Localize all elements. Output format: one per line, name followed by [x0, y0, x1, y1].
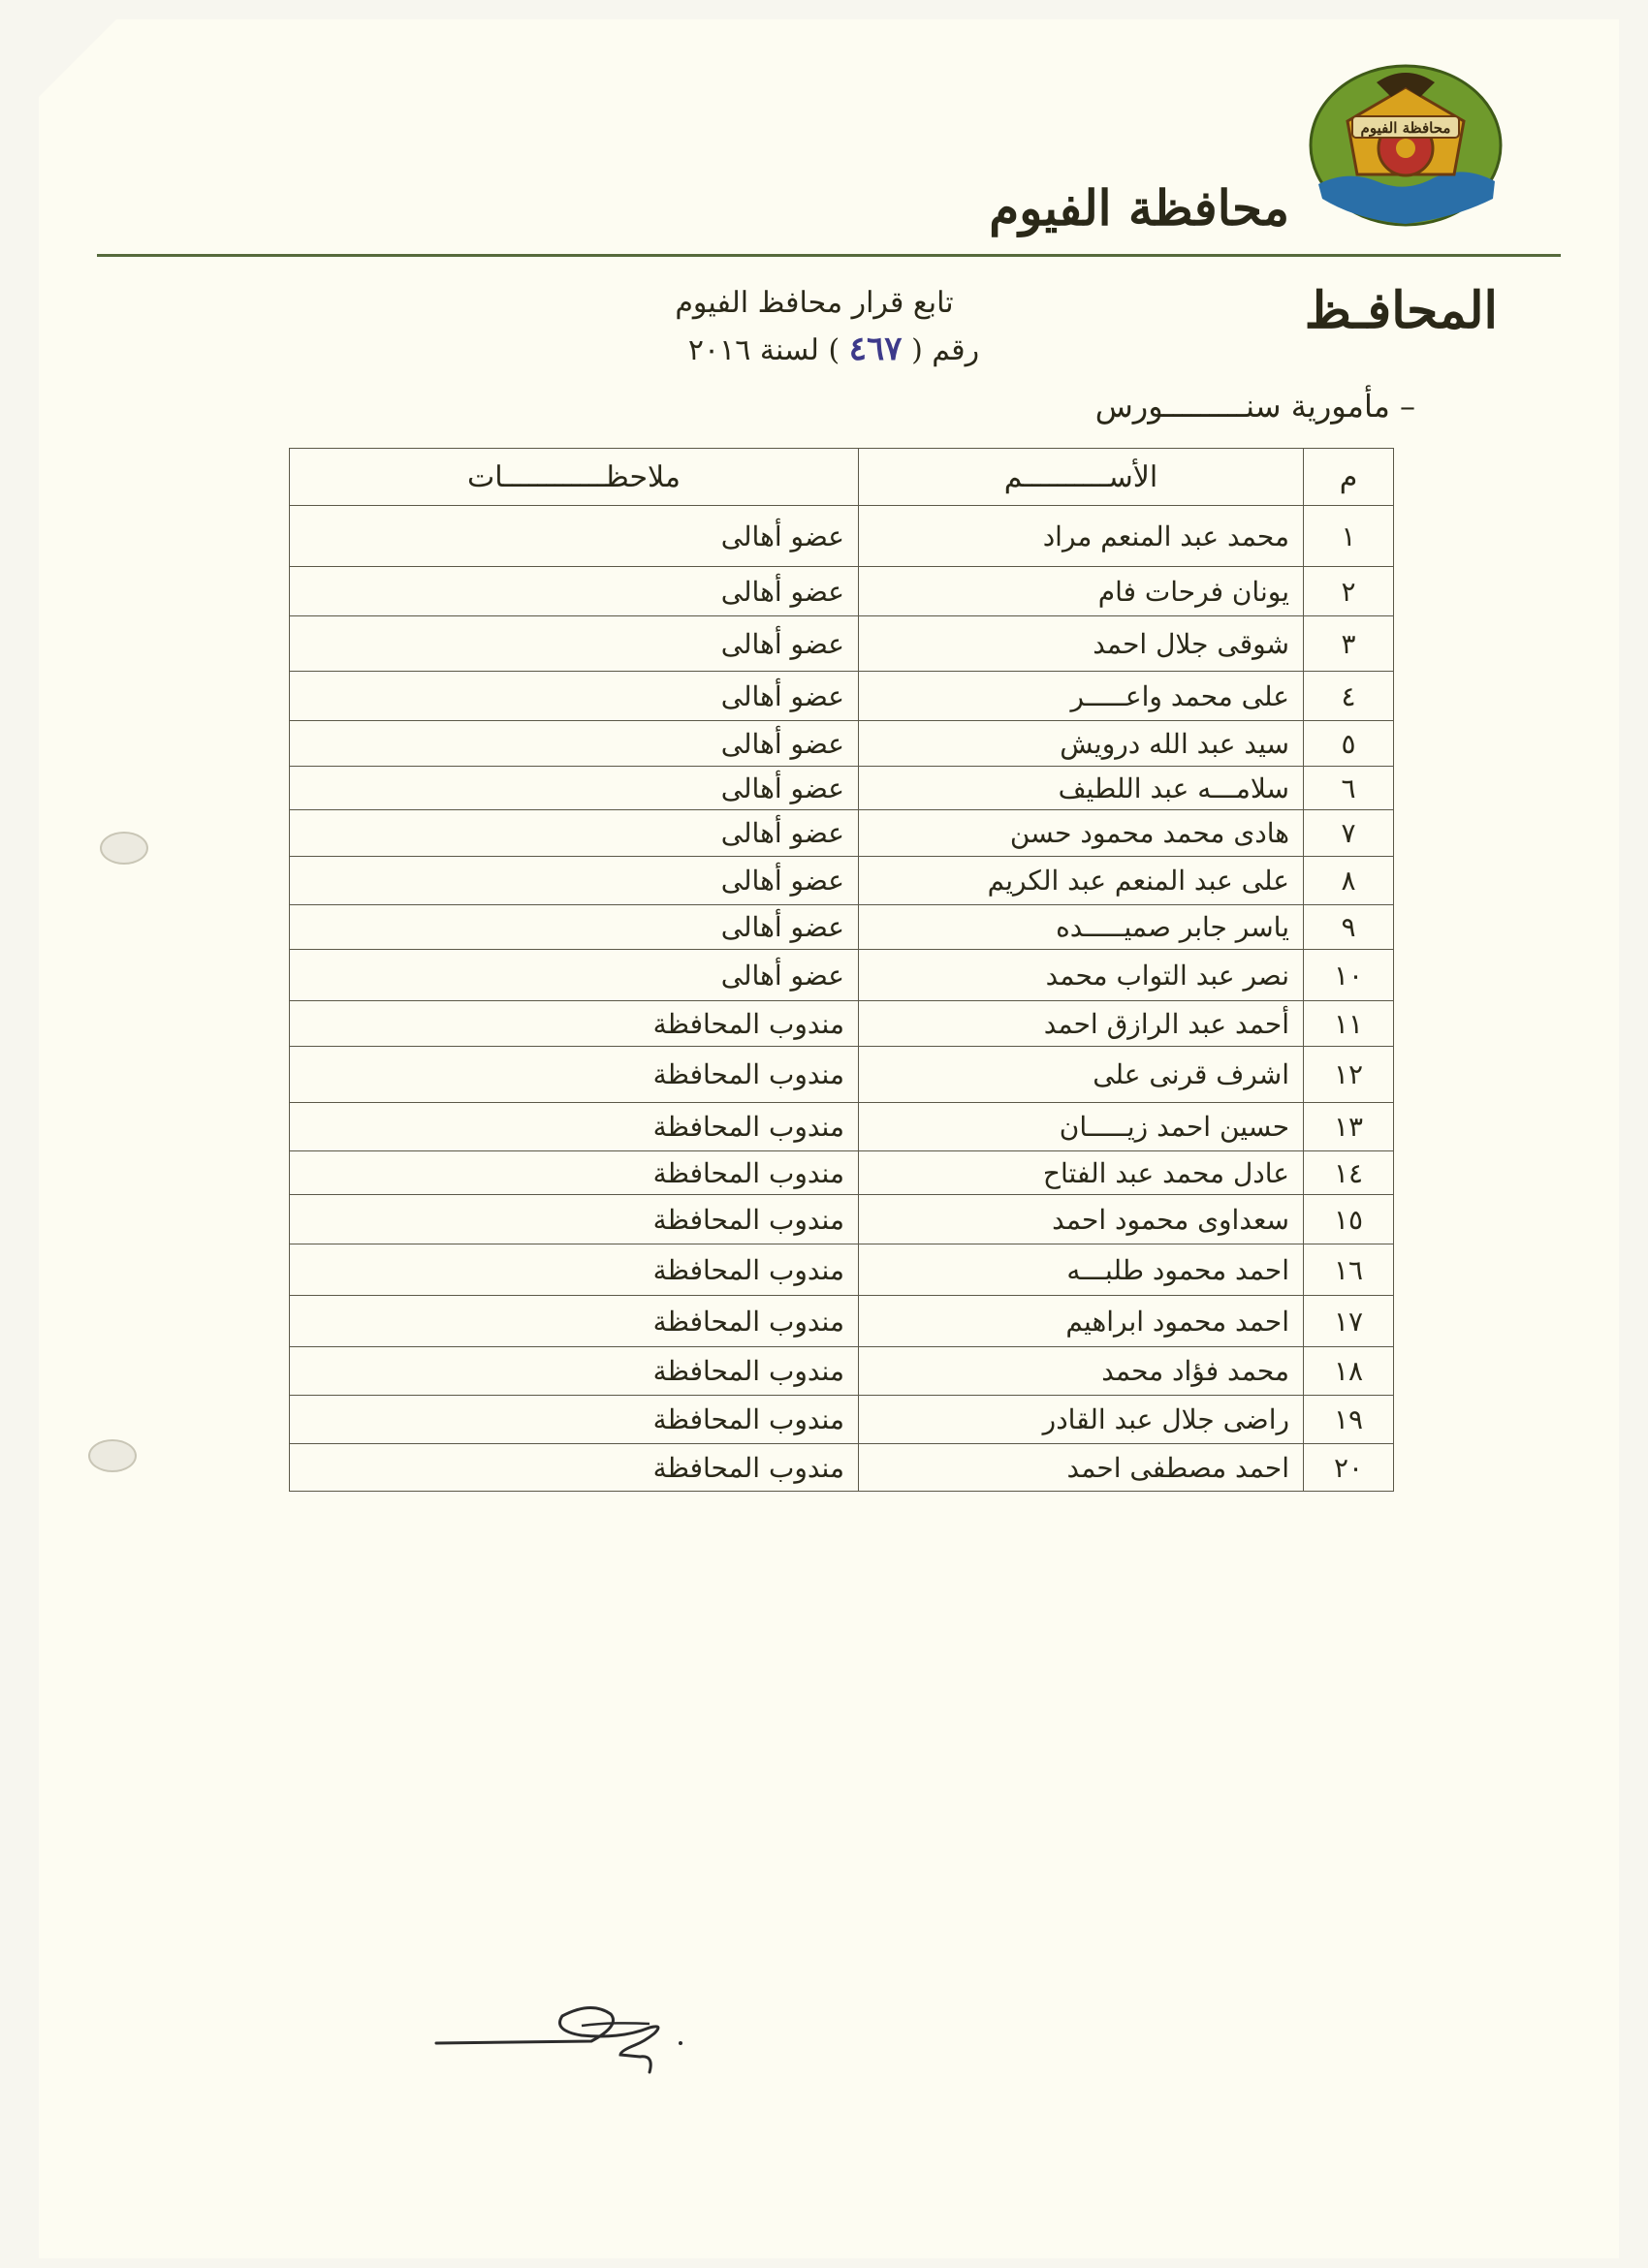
row-name: احمد محمود طلبـــه [859, 1244, 1304, 1296]
row-note: مندوب المحافظة [290, 1244, 859, 1296]
decree-number-prefix: رقم ( [911, 333, 980, 367]
header-notes: ملاحظــــــــــــات [290, 449, 859, 506]
members-table [289, 448, 1394, 1492]
row-number: ٨ [1304, 857, 1394, 905]
row-name: عادل محمد عبد الفتاح [859, 1151, 1304, 1195]
decree-number-line [611, 330, 1057, 368]
table-header-row [290, 449, 1394, 506]
row-note: عضو أهالى [290, 857, 859, 905]
row-number: ٦ [1304, 767, 1394, 810]
row-name: على محمد واعـــــر [859, 672, 1304, 721]
row-name: اشرف قرنى على [859, 1047, 1304, 1103]
decree-number: ٤٦٧ [848, 330, 903, 368]
row-name: راضى جلال عبد القادر [859, 1396, 1304, 1444]
row-number: ١٣ [1304, 1103, 1394, 1151]
row-number: ١٧ [1304, 1296, 1394, 1347]
table-row [290, 721, 1394, 767]
row-note: مندوب المحافظة [290, 1151, 859, 1195]
row-name: سيد عبد الله درويش [859, 721, 1304, 767]
table-row [290, 1296, 1394, 1347]
row-note: مندوب المحافظة [290, 1103, 859, 1151]
row-number: ٧ [1304, 810, 1394, 857]
table-row [290, 1195, 1394, 1244]
row-name: سعداوى محمود احمد [859, 1195, 1304, 1244]
table-row [290, 1001, 1394, 1047]
table-row [290, 950, 1394, 1001]
header-name: الأســــــــــم [859, 449, 1304, 506]
row-note: مندوب المحافظة [290, 1001, 859, 1047]
governorate-logo-icon [1309, 63, 1503, 228]
row-number: ٤ [1304, 672, 1394, 721]
row-note: مندوب المحافظة [290, 1296, 859, 1347]
row-name: يونان فرحات فام [859, 567, 1304, 616]
members-table-wrap [289, 448, 1394, 1492]
row-note: عضو أهالى [290, 616, 859, 672]
table-row [290, 1244, 1394, 1296]
row-name: ياسر جابر صميـــــده [859, 905, 1304, 950]
district-label: – مأمورية سنـــــــــورس [1094, 388, 1415, 425]
row-name: احمد مصطفى احمد [859, 1444, 1304, 1492]
row-note: عضو أهالى [290, 767, 859, 810]
table-row [290, 567, 1394, 616]
row-number: ٩ [1304, 905, 1394, 950]
table-row [290, 1347, 1394, 1396]
row-number: ١٤ [1304, 1151, 1394, 1195]
row-number: ١٠ [1304, 950, 1394, 1001]
table-row [290, 672, 1394, 721]
table-row [290, 1444, 1394, 1492]
table-row [290, 1103, 1394, 1151]
table-row [290, 857, 1394, 905]
punch-hole-top [100, 832, 148, 865]
table-row [290, 1396, 1394, 1444]
row-number: ٢٠ [1304, 1444, 1394, 1492]
table-row [290, 767, 1394, 810]
decree-line: تابع قرار محافظ الفيوم [675, 286, 954, 320]
row-number: ١٢ [1304, 1047, 1394, 1103]
table-row [290, 506, 1394, 567]
signature [427, 1987, 834, 2074]
row-name: هادى محمد محمود حسن [859, 810, 1304, 857]
row-name: على عبد المنعم عبد الكريم [859, 857, 1304, 905]
row-note: عضو أهالى [290, 905, 859, 950]
header-number: م [1304, 449, 1394, 506]
row-note: عضو أهالى [290, 672, 859, 721]
row-note: عضو أهالى [290, 810, 859, 857]
row-name: حسين احمد زيـــــان [859, 1103, 1304, 1151]
row-name: محمد فؤاد محمد [859, 1347, 1304, 1396]
row-note: مندوب المحافظة [290, 1444, 859, 1492]
row-number: ١ [1304, 506, 1394, 567]
table-row [290, 1047, 1394, 1103]
row-number: ٣ [1304, 616, 1394, 672]
table-row [290, 616, 1394, 672]
decree-year: ) لسنة ٢٠١٦ [687, 333, 840, 367]
row-name: احمد محمود ابراهيم [859, 1296, 1304, 1347]
row-number: ٥ [1304, 721, 1394, 767]
logo-text: محافظة الفيوم [1360, 119, 1451, 137]
row-name: أحمد عبد الرازق احمد [859, 1001, 1304, 1047]
row-name: سلامـــه عبد اللطيف [859, 767, 1304, 810]
row-note: مندوب المحافظة [290, 1195, 859, 1244]
governor-heading: المحافـظ [1304, 281, 1498, 340]
row-note: مندوب المحافظة [290, 1047, 859, 1103]
row-number: ١١ [1304, 1001, 1394, 1047]
header-divider [97, 254, 1561, 257]
row-number: ٢ [1304, 567, 1394, 616]
row-note: مندوب المحافظة [290, 1347, 859, 1396]
table-row [290, 1151, 1394, 1195]
governorate-title: محافظة الفيوم [989, 179, 1289, 236]
row-name: نصر عبد التواب محمد [859, 950, 1304, 1001]
row-name: محمد عبد المنعم مراد [859, 506, 1304, 567]
row-number: ١٨ [1304, 1347, 1394, 1396]
row-note: عضو أهالى [290, 721, 859, 767]
row-name: شوقى جلال احمد [859, 616, 1304, 672]
row-note: عضو أهالى [290, 506, 859, 567]
row-number: ١٦ [1304, 1244, 1394, 1296]
table-row [290, 810, 1394, 857]
row-note: مندوب المحافظة [290, 1396, 859, 1444]
row-number: ١٥ [1304, 1195, 1394, 1244]
table-row [290, 905, 1394, 950]
table-body [290, 506, 1394, 1492]
row-note: عضو أهالى [290, 950, 859, 1001]
row-note: عضو أهالى [290, 567, 859, 616]
punch-hole-bottom [88, 1439, 137, 1472]
row-number: ١٩ [1304, 1396, 1394, 1444]
